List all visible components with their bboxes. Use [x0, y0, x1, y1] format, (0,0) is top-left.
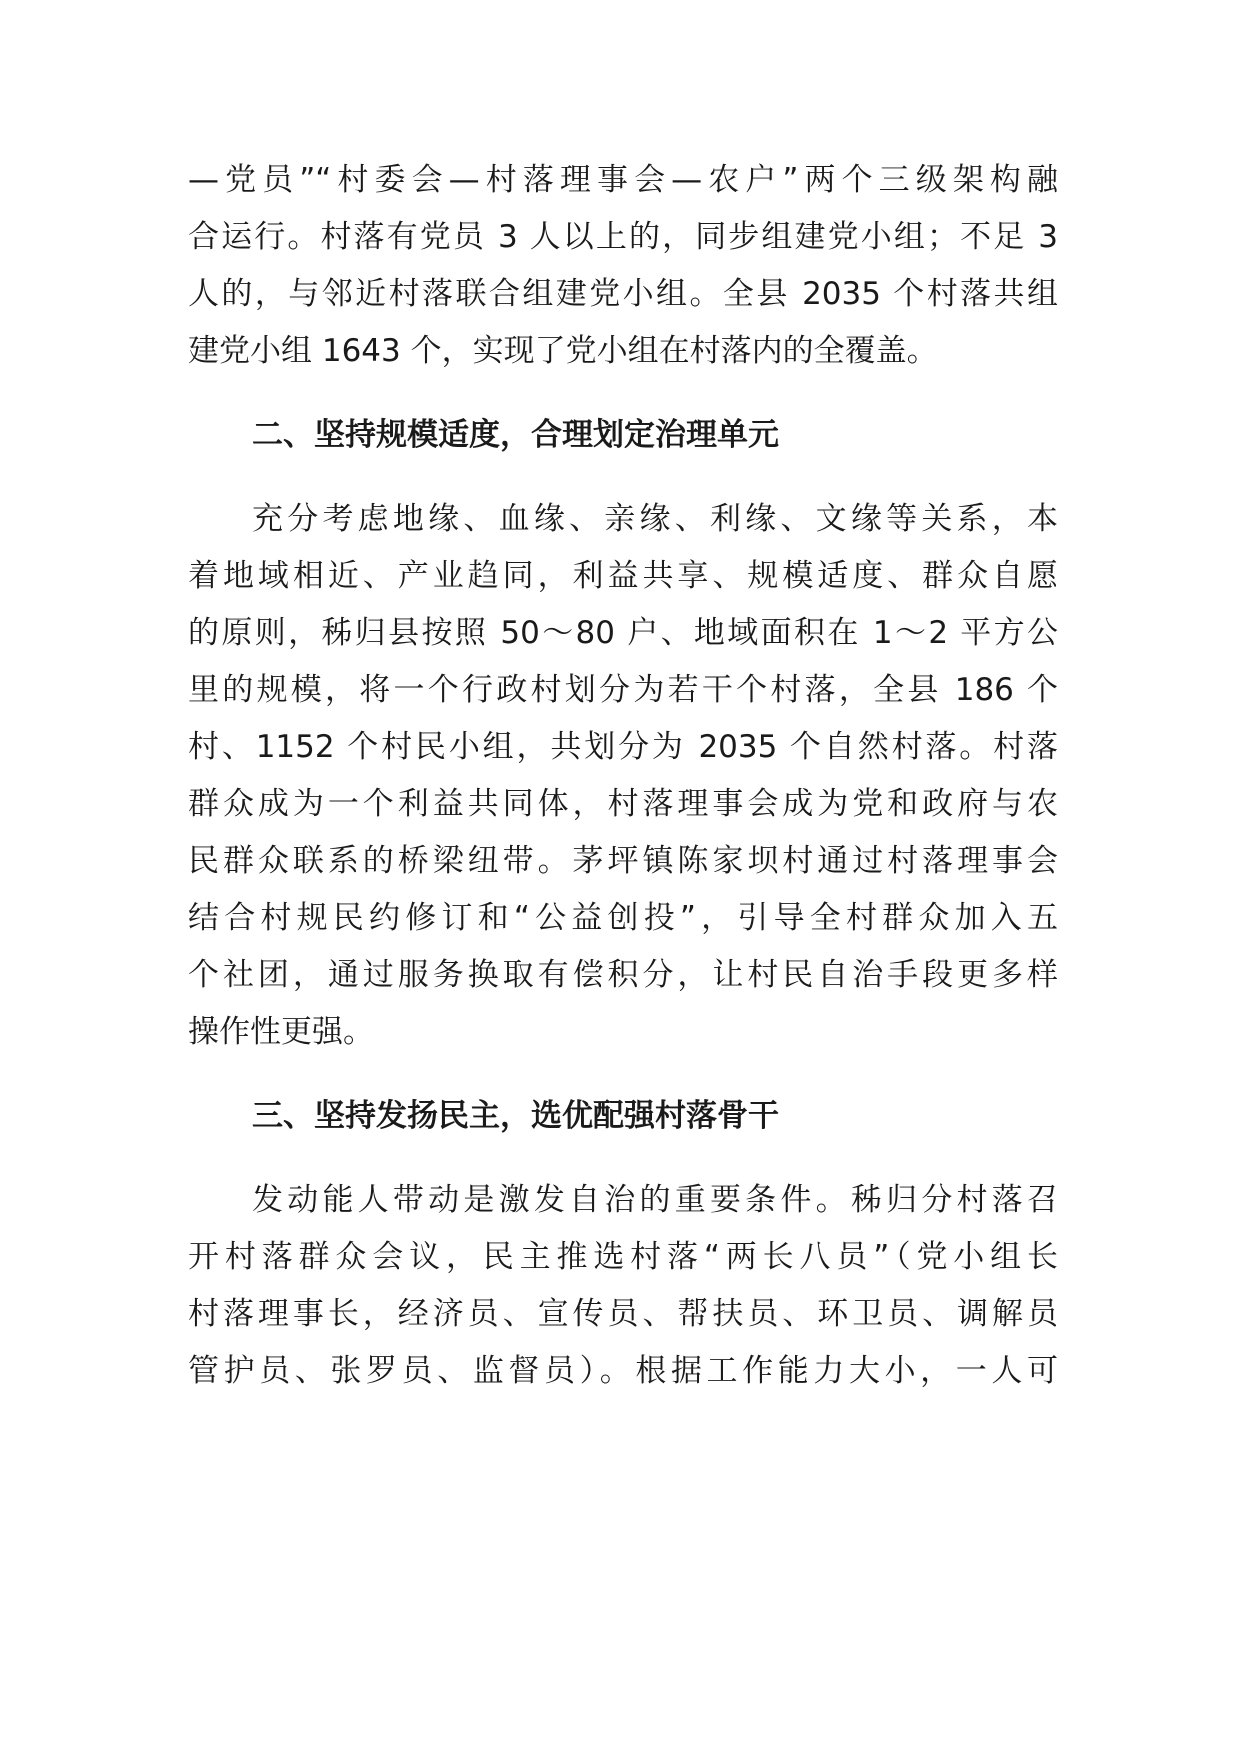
- section-2-line-7: 民群众联系的桥梁纽带。茅坪镇陈家坝村通过村落理事会: [188, 843, 1058, 879]
- section-2-line-10: 操作性更强。: [188, 1014, 374, 1050]
- section-2-line-6: 群众成为一个利益共同体，村落理事会成为党和政府与农: [188, 786, 1058, 822]
- intro-line-1: —党员”“村委会—村落理事会—农户”两个三级架构融: [188, 162, 1058, 198]
- section-2-line-4: 里的规模，将一个行政村划分为若干个村落，全县 186 个: [188, 672, 1058, 708]
- section-2-line-2: 着地域相近、产业趋同，利益共享、规模适度、群众自愿: [188, 558, 1058, 594]
- section-2-heading: 二、坚持规模适度，合理划定治理单元: [252, 417, 779, 453]
- intro-line-3: 人的，与邻近村落联合组建党小组。全县 2035 个村落共组: [188, 276, 1058, 312]
- section-2-line-1: 充分考虑地缘、血缘、亲缘、利缘、文缘等关系，本: [252, 501, 1058, 537]
- intro-line-4: 建党小组 1643 个，实现了党小组在村落内的全覆盖。: [188, 333, 938, 369]
- section-3-heading: 三、坚持发扬民主，选优配强村落骨干: [252, 1098, 779, 1134]
- section-2-line-8: 结合村规民约修订和“公益创投”，引导全村群众加入五: [188, 900, 1058, 936]
- section-3-line-4: 管护员、张罗员、监督员）。根据工作能力大小，一人可: [188, 1353, 1058, 1389]
- intro-line-2: 合运行。村落有党员 3 人以上的，同步组建党小组；不足 3: [188, 219, 1058, 255]
- section-2-line-9: 个社团，通过服务换取有偿积分，让村民自治手段更多样: [188, 957, 1058, 993]
- section-3-line-1: 发动能人带动是激发自治的重要条件。秭归分村落召: [252, 1182, 1058, 1218]
- section-2-line-3: 的原则，秭归县按照 50～80 户、地域面积在 1～2 平方公: [188, 615, 1058, 651]
- section-2-line-5: 村、1152 个村民小组，共划分为 2035 个自然村落。村落: [188, 729, 1058, 765]
- section-3-line-2: 开村落群众会议，民主推选村落“两长八员”（党小组长: [188, 1239, 1058, 1275]
- section-3-line-3: 村落理事长，经济员、宣传员、帮扶员、环卫员、调解员: [188, 1296, 1058, 1332]
